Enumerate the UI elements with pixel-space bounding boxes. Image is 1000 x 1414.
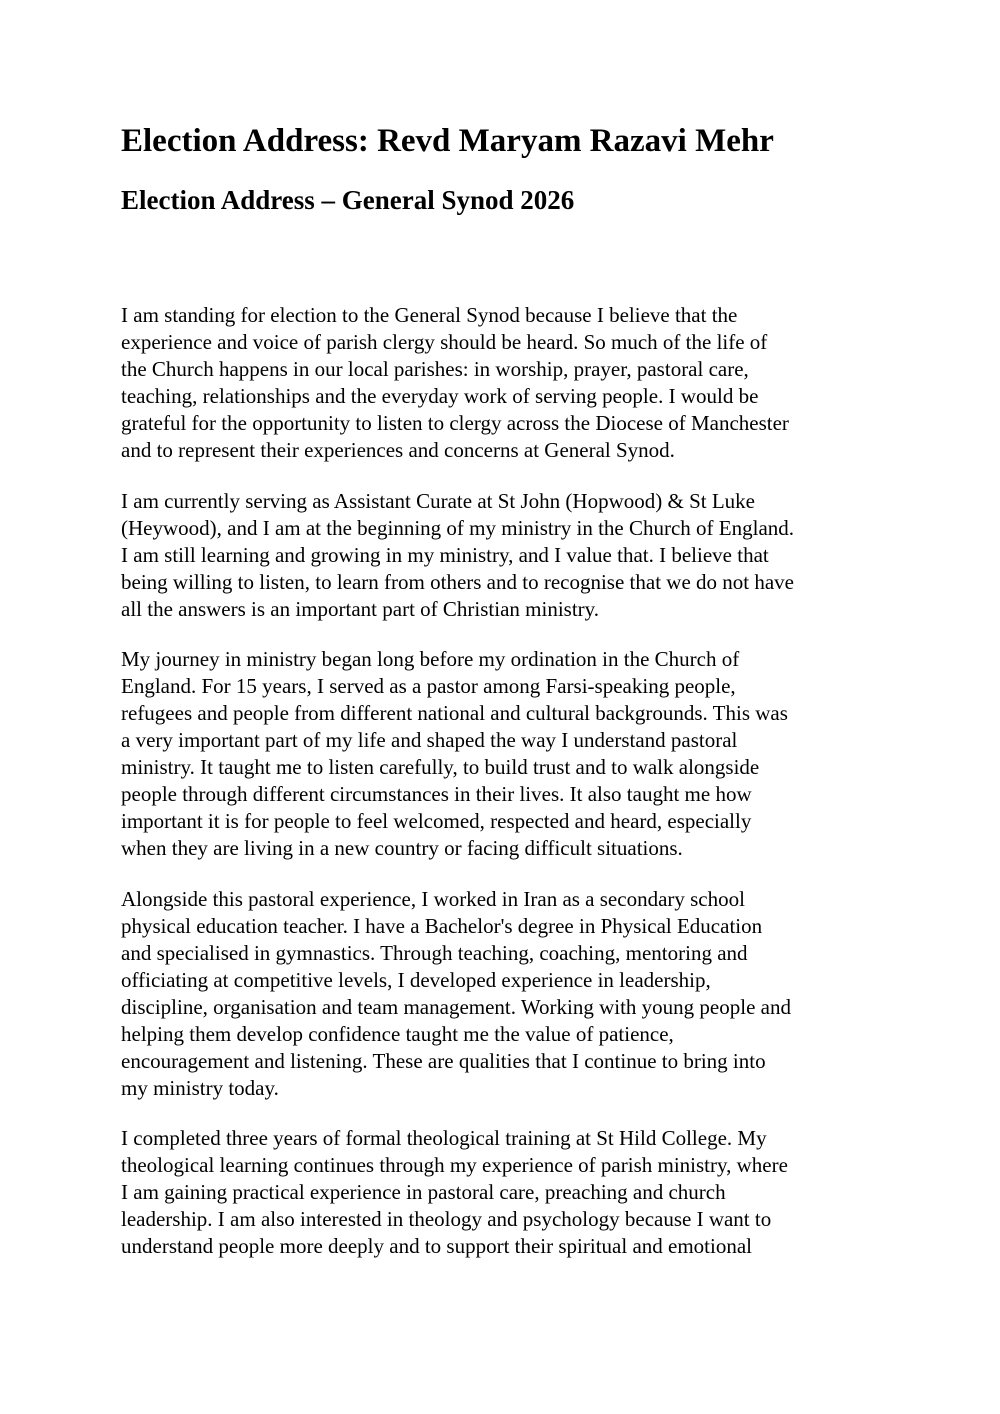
paragraph-line: grateful for the opportunity to listen to clergy across the Diocese of Manchester	[121, 411, 789, 435]
paragraph-line: discipline, organisation and team management. Working with young people and	[121, 994, 791, 1019]
paragraph-line: and to represent their experiences and concerns at General Synod.	[121, 438, 675, 462]
paragraph-line: refugees and people from different national and cultural backgrounds. This was	[121, 701, 788, 725]
paragraph-line: when they are living in a new country or facing difficult situations.	[121, 836, 683, 860]
paragraph-line: all the answers is an important part of Christian ministry.	[121, 596, 600, 621]
document-title: Election Address: Revd Maryam Razavi Mehr	[121, 123, 774, 159]
paragraph-line: understand people more deeply and to support their spiritual and emotional	[121, 1234, 753, 1258]
paragraph-line: I am gaining practical experience in pastoral care, preaching and church	[121, 1180, 726, 1204]
paragraph-line: physical education teacher. I have a Bachelor's degree in Physical Education	[121, 913, 763, 938]
document-subtitle: Election Address – General Synod 2026	[121, 185, 575, 215]
paragraph-line: officiating at competitive levels, I developed experience in leadership,	[121, 967, 711, 992]
paragraph-line: England. For 15 years, I served as a pastor among Farsi-speaking people,	[121, 674, 736, 698]
paragraph	[121, 488, 881, 623]
paragraph-line: a very important part of my life and shaped the way I understand pastoral	[121, 728, 738, 752]
paragraph	[121, 646, 881, 862]
paragraph-line: I completed three years of formal theological training at St Hild College. My	[121, 1126, 767, 1150]
paragraph-line: My journey in ministry began long before my ordination in the Church of	[121, 647, 740, 671]
paragraph-line: people through different circumstances in their lives. It also taught me how	[121, 782, 752, 806]
document-body	[121, 302, 881, 1260]
paragraph-line: I am currently serving as Assistant Curate at St John (Hopwood) & St Luke	[121, 488, 755, 513]
paragraph-line: the Church happens in our local parishes: in worship, prayer, pastoral care,	[121, 357, 749, 381]
paragraph-line: experience and voice of parish clergy should be heard. So much of the life of	[121, 330, 768, 354]
paragraph-line: teaching, relationships and the everyday work of serving people. I would be	[121, 384, 759, 408]
paragraph-line: being willing to listen, to learn from others and to recognise that we do not have	[121, 569, 795, 594]
paragraph-line: I am still learning and growing in my ministry, and I value that. I believe that	[121, 542, 769, 567]
paragraph-line: theological learning continues through my experience of parish ministry, where	[121, 1153, 788, 1177]
paragraph-line: I am standing for election to the General Synod because I believe that the	[121, 303, 738, 327]
paragraph-line: encouragement and listening. These are qualities that I continue to bring into	[121, 1048, 766, 1073]
paragraph-line: (Heywood), and I am at the beginning of my ministry in the Church of England.	[121, 515, 795, 540]
paragraph-line: important it is for people to feel welcomed, respected and heard, especially	[121, 809, 752, 833]
paragraph-line: leadership. I am also interested in theology and psychology because I want to	[121, 1207, 772, 1231]
paragraph-line: helping them develop confidence taught me the value of patience,	[121, 1021, 674, 1046]
paragraph-line: my ministry today.	[121, 1075, 279, 1100]
paragraph-line: and specialised in gymnastics. Through teaching, coaching, mentoring and	[121, 940, 748, 965]
paragraph-line: ministry. It taught me to listen carefully, to build trust and to walk alongside	[121, 755, 760, 779]
paragraph-line: Alongside this pastoral experience, I worked in Iran as a secondary school	[121, 886, 745, 911]
paragraph	[121, 302, 881, 464]
document-page	[121, 120, 881, 1284]
paragraph	[121, 1125, 881, 1260]
paragraph	[121, 886, 881, 1102]
